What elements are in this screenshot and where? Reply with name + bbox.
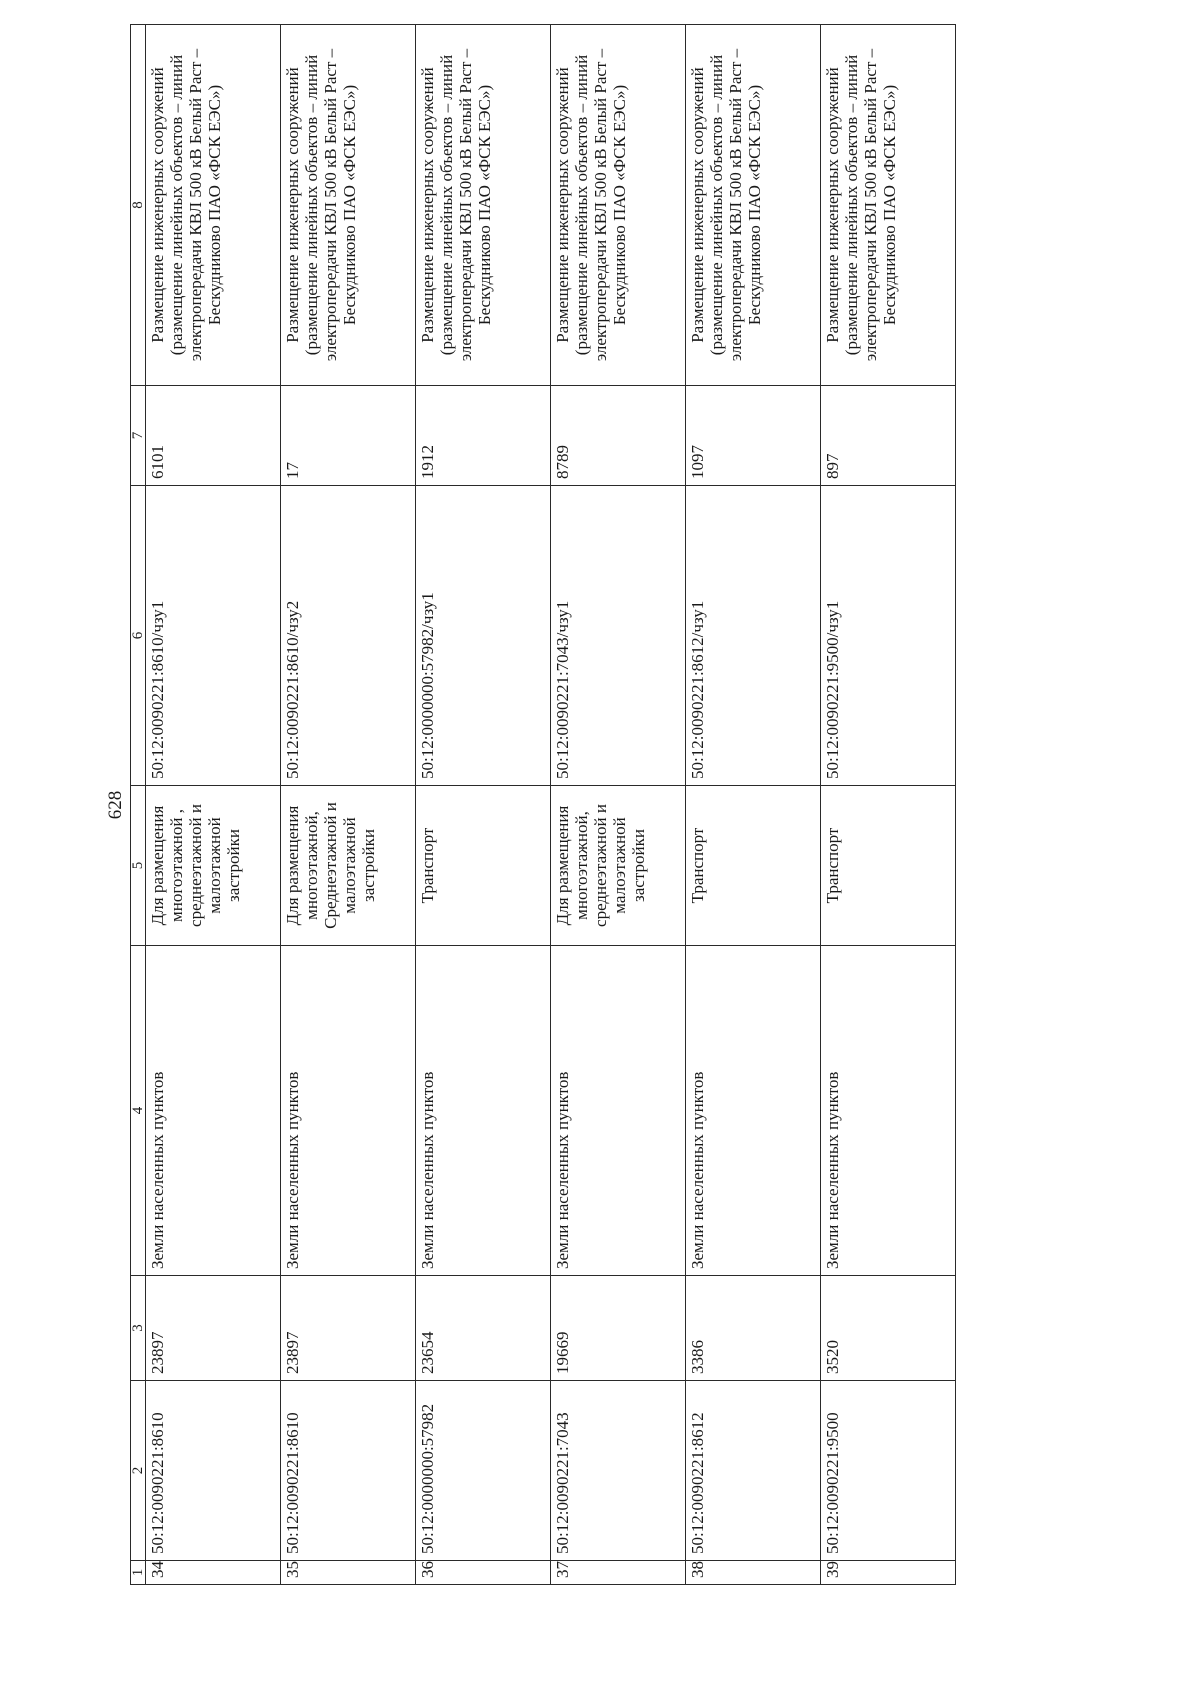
row-number: 36 bbox=[416, 1561, 551, 1585]
cadastral-number: 50:12:0090221:9500 bbox=[821, 1381, 956, 1561]
table-row bbox=[281, 25, 416, 1585]
plot-part-number: 50:12:0090221:9500/чзу1 bbox=[821, 486, 956, 786]
row-number: 37 bbox=[551, 1561, 686, 1585]
column-header: 4 bbox=[131, 946, 146, 1276]
encumbrance-purpose: Размещение инженерных сооружений (размещение линейных объектов – линий электропередачи КВЛ 500 кВ Белый Раст – Бескудниково ПАО «ФСК ЕЭС») bbox=[821, 25, 956, 386]
row-number: 34 bbox=[146, 1561, 281, 1585]
page-number: 628 bbox=[105, 790, 126, 820]
plot-part-area: 6101 bbox=[146, 386, 281, 486]
table-row bbox=[821, 25, 956, 1585]
plot-part-area: 1912 bbox=[416, 386, 551, 486]
plot-area: 3520 bbox=[821, 1276, 956, 1381]
header-row bbox=[131, 25, 146, 1585]
cadastral-number: 50:12:0090221:8612 bbox=[686, 1381, 821, 1561]
plot-part-number: 50:12:0000000:57982/чзу1 bbox=[416, 486, 551, 786]
table-row bbox=[416, 25, 551, 1585]
rotated-page bbox=[100, 25, 960, 1585]
land-category: Земли населенных пунктов bbox=[416, 946, 551, 1276]
cadastral-number: 50:12:0090221:8610 bbox=[281, 1381, 416, 1561]
column-header: 3 bbox=[131, 1276, 146, 1381]
permitted-use: Для размещения многоэтажной , среднеэтажной и малоэтажной застройки bbox=[146, 786, 281, 946]
land-category: Земли населенных пунктов bbox=[281, 946, 416, 1276]
permitted-use: Для размещения многоэтажной, среднеэтажной и малоэтажной застройки bbox=[551, 786, 686, 946]
permitted-use: Транспорт bbox=[686, 786, 821, 946]
cadastral-number: 50:12:0000000:57982 bbox=[416, 1381, 551, 1561]
plot-part-area: 17 bbox=[281, 386, 416, 486]
cadastral-number: 50:12:0090221:7043 bbox=[551, 1381, 686, 1561]
column-header: 6 bbox=[131, 486, 146, 786]
plot-area: 23654 bbox=[416, 1276, 551, 1381]
encumbrance-purpose: Размещение инженерных сооружений (размещение линейных объектов – линий электропередачи КВЛ 500 кВ Белый Раст – Бескудниково ПАО «ФСК ЕЭС») bbox=[281, 25, 416, 386]
table-row bbox=[146, 25, 281, 1585]
permitted-use: Для размещения многоэтажной, Среднеэтажной и малоэтажной застройки bbox=[281, 786, 416, 946]
plot-part-area: 1097 bbox=[686, 386, 821, 486]
land-plots-table bbox=[130, 24, 956, 1585]
table-row bbox=[551, 25, 686, 1585]
land-category: Земли населенных пунктов bbox=[146, 946, 281, 1276]
land-category: Земли населенных пунктов bbox=[686, 946, 821, 1276]
cadastral-number: 50:12:0090221:8610 bbox=[146, 1381, 281, 1561]
plot-part-number: 50:12:0090221:8612/чзу1 bbox=[686, 486, 821, 786]
column-header: 5 bbox=[131, 786, 146, 946]
column-header: 2 bbox=[131, 1381, 146, 1561]
permitted-use: Транспорт bbox=[821, 786, 956, 946]
row-number: 38 bbox=[686, 1561, 821, 1585]
plot-area: 23897 bbox=[281, 1276, 416, 1381]
column-header: 1 bbox=[131, 1561, 146, 1585]
plot-area: 3386 bbox=[686, 1276, 821, 1381]
land-category: Земли населенных пунктов bbox=[821, 946, 956, 1276]
encumbrance-purpose: Размещение инженерных сооружений (размещение линейных объектов – линий электропередачи КВЛ 500 кВ Белый Раст – Бескудниково ПАО «ФСК ЕЭС») bbox=[686, 25, 821, 386]
land-category: Земли населенных пунктов bbox=[551, 946, 686, 1276]
permitted-use: Транспорт bbox=[416, 786, 551, 946]
plot-part-number: 50:12:0090221:8610/чзу2 bbox=[281, 486, 416, 786]
plot-part-number: 50:12:0090221:7043/чзу1 bbox=[551, 486, 686, 786]
plot-part-area: 897 bbox=[821, 386, 956, 486]
plot-area: 23897 bbox=[146, 1276, 281, 1381]
encumbrance-purpose: Размещение инженерных сооружений (размещение линейных объектов – линий электропередачи КВЛ 500 кВ Белый Раст – Бескудниково ПАО «ФСК ЕЭС») bbox=[551, 25, 686, 386]
encumbrance-purpose: Размещение инженерных сооружений (размещение линейных объектов – линий электропередачи КВЛ 500 кВ Белый Раст – Бескудниково ПАО «ФСК ЕЭС») bbox=[416, 25, 551, 386]
row-number: 35 bbox=[281, 1561, 416, 1585]
encumbrance-purpose: Размещение инженерных сооружений (размещение линейных объектов – линий электропередачи КВЛ 500 кВ Белый Раст – Бескудниково ПАО «ФСК ЕЭС») bbox=[146, 25, 281, 386]
column-header: 8 bbox=[131, 25, 146, 386]
plot-area: 19669 bbox=[551, 1276, 686, 1381]
plot-part-number: 50:12:0090221:8610/чзу1 bbox=[146, 486, 281, 786]
table-row bbox=[686, 25, 821, 1585]
row-number: 39 bbox=[821, 1561, 956, 1585]
column-header: 7 bbox=[131, 386, 146, 486]
plot-part-area: 8789 bbox=[551, 386, 686, 486]
